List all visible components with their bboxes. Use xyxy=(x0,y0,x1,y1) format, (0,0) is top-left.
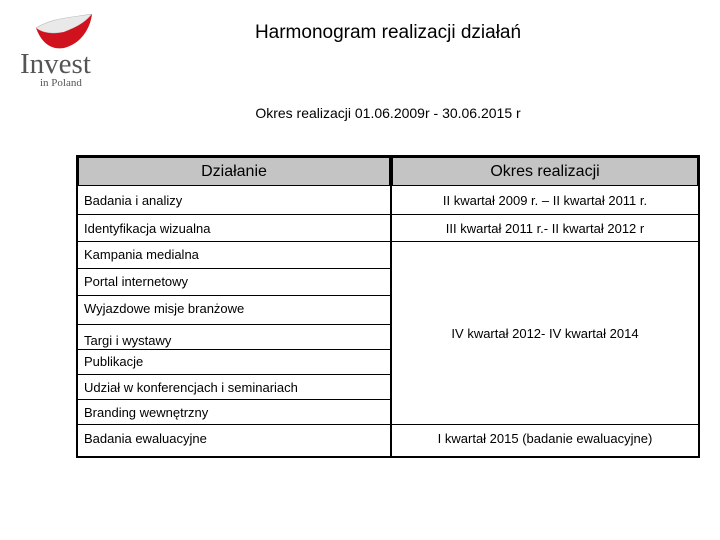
action-cell: Udział w konferencjach i seminariach xyxy=(78,375,390,400)
action-cell: Badania ewaluacyjne xyxy=(84,431,207,446)
header-action: Działanie xyxy=(78,157,390,186)
period-cell: I kwartał 2015 (badanie ewaluacyjne) xyxy=(437,431,653,446)
header-period: Okres realizacji xyxy=(392,157,698,186)
action-cell: Wyjazdowe misje branżowe xyxy=(78,296,390,325)
page-subtitle: Okres realizacji 01.06.2009r - 30.06.2015 r xyxy=(255,105,521,121)
action-cell: Publikacje xyxy=(78,350,390,375)
period-cell: IV kwartał 2012- IV kwartał 2014 xyxy=(392,242,698,425)
period-cell: III kwartał 2011 r.- II kwartał 2012 r xyxy=(392,215,698,242)
logo-subtext: in Poland xyxy=(40,77,82,89)
action-cell: Branding wewnętrzny xyxy=(78,400,390,425)
action-cell: Portal internetowy xyxy=(78,269,390,296)
page-title: Harmonogram realizacji działań xyxy=(254,22,522,43)
period-cell: II kwartał 2009 r. – II kwartał 2011 r. xyxy=(392,186,698,215)
schedule-table xyxy=(76,155,700,458)
action-cell: Kampania medialna xyxy=(78,242,390,269)
action-cell: Targi i wystawy xyxy=(78,325,390,350)
logo-word: Invest xyxy=(20,48,91,80)
action-cell: Badania i analizy xyxy=(78,186,390,215)
action-cell: Identyfikacja wizualna xyxy=(78,215,390,242)
